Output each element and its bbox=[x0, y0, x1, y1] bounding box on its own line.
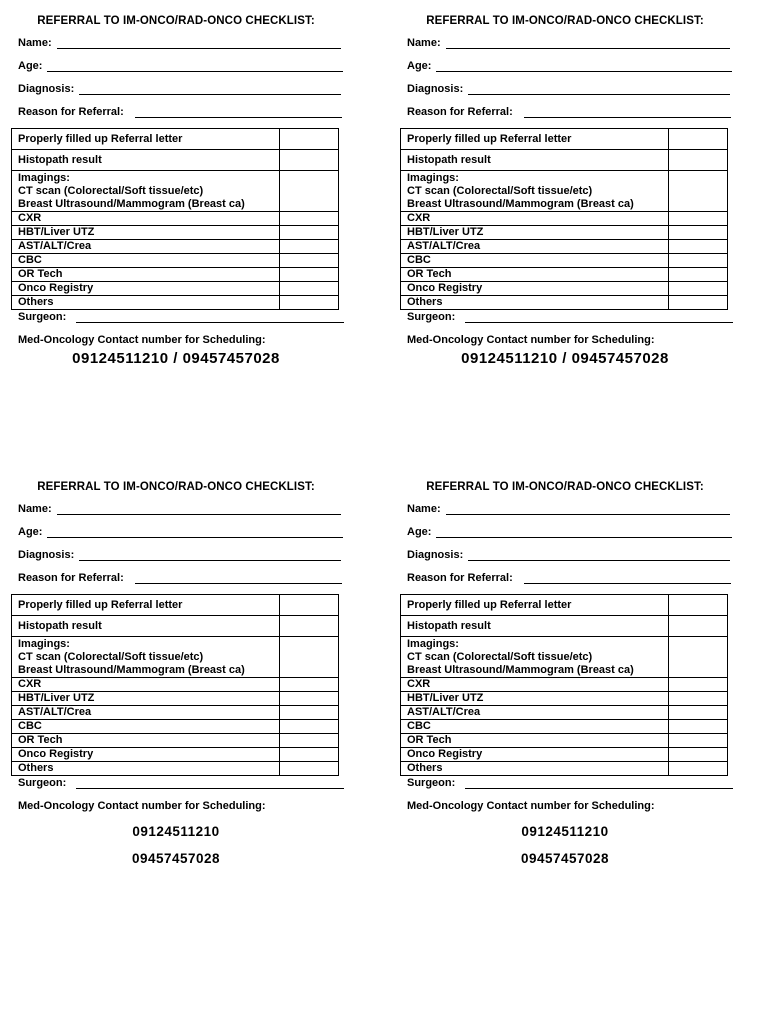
checkbox-cell[interactable] bbox=[280, 678, 339, 692]
form-title: REFERRAL TO IM-ONCO/RAD-ONCO CHECKLIST: bbox=[37, 15, 315, 27]
checklist-table bbox=[400, 128, 728, 310]
checklist-label: Onco Registry bbox=[401, 282, 669, 296]
name-line bbox=[57, 48, 341, 49]
checkbox-cell[interactable] bbox=[280, 692, 339, 706]
checklist-label: AST/ALT/Crea bbox=[401, 240, 669, 254]
checklist-label: Others bbox=[401, 762, 669, 776]
checkbox-cell[interactable] bbox=[280, 226, 339, 240]
table-row bbox=[12, 720, 339, 734]
table-row bbox=[401, 129, 728, 150]
table-row bbox=[12, 706, 339, 720]
name-field[interactable] bbox=[400, 498, 740, 521]
checkbox-cell[interactable] bbox=[280, 212, 339, 226]
checklist-label: Histopath result bbox=[12, 616, 280, 637]
table-row bbox=[12, 296, 339, 310]
checkbox-cell[interactable] bbox=[669, 678, 728, 692]
table-row bbox=[401, 282, 728, 296]
age-line bbox=[47, 71, 343, 72]
diagnosis-field[interactable] bbox=[400, 78, 740, 101]
checkbox-cell[interactable] bbox=[669, 692, 728, 706]
checkbox-cell[interactable] bbox=[280, 720, 339, 734]
checklist-label: OR Tech bbox=[401, 734, 669, 748]
checklist-label: Imagings: CT scan (Colorectal/Soft tissue/etc) Breast Ultrasound/Mammogram (Breast ca) bbox=[401, 171, 669, 212]
diagnosis-line bbox=[79, 560, 341, 561]
checklist-table bbox=[11, 594, 339, 776]
contact-phones: 09124511210 / 09457457028 bbox=[461, 350, 669, 367]
checkbox-cell[interactable] bbox=[280, 171, 339, 212]
checkbox-cell[interactable] bbox=[669, 240, 728, 254]
checkbox-cell[interactable] bbox=[280, 254, 339, 268]
diagnosis-label: Diagnosis: bbox=[18, 549, 75, 561]
contact-label: Med-Oncology Contact number for Scheduling: bbox=[407, 800, 655, 812]
surgeon-line bbox=[76, 322, 344, 323]
checklist-label: Imagings: CT scan (Colorectal/Soft tissue/etc) Breast Ultrasound/Mammogram (Breast ca) bbox=[12, 637, 280, 678]
reason-label: Reason for Referral: bbox=[407, 106, 513, 118]
checklist-label: HBT/Liver UTZ bbox=[401, 226, 669, 240]
diagnosis-field[interactable] bbox=[11, 78, 351, 101]
contact-label: Med-Oncology Contact number for Scheduling: bbox=[18, 334, 266, 346]
checklist-label: CXR bbox=[401, 678, 669, 692]
checkbox-cell[interactable] bbox=[669, 171, 728, 212]
table-row bbox=[401, 637, 728, 678]
checklist-label: Others bbox=[401, 296, 669, 310]
reason-line bbox=[524, 117, 731, 118]
checklist-label: CXR bbox=[12, 678, 280, 692]
reason-line bbox=[524, 583, 731, 584]
name-label: Name: bbox=[18, 37, 52, 49]
checkbox-cell[interactable] bbox=[669, 226, 728, 240]
name-label: Name: bbox=[407, 503, 441, 515]
checklist-label: Properly filled up Referral letter bbox=[12, 595, 280, 616]
table-row bbox=[401, 748, 728, 762]
checklist-label: OR Tech bbox=[12, 268, 280, 282]
surgeon-line bbox=[465, 322, 733, 323]
table-row bbox=[401, 692, 728, 706]
age-field[interactable] bbox=[400, 55, 740, 78]
table-row bbox=[12, 762, 339, 776]
surgeon-label: Surgeon: bbox=[407, 777, 456, 789]
checkbox-cell[interactable] bbox=[280, 282, 339, 296]
table-row bbox=[12, 678, 339, 692]
referral-card-bottom-left bbox=[11, 476, 351, 872]
surgeon-field[interactable] bbox=[11, 776, 351, 791]
surgeon-label: Surgeon: bbox=[18, 777, 67, 789]
table-row bbox=[401, 226, 728, 240]
form-title: REFERRAL TO IM-ONCO/RAD-ONCO CHECKLIST: bbox=[426, 481, 704, 493]
checklist-label: Imagings: CT scan (Colorectal/Soft tissue/etc) Breast Ultrasound/Mammogram (Breast ca) bbox=[12, 171, 280, 212]
checklist-label: AST/ALT/Crea bbox=[12, 240, 280, 254]
reason-field[interactable] bbox=[11, 567, 351, 590]
age-field[interactable] bbox=[11, 521, 351, 544]
age-line bbox=[47, 537, 343, 538]
checkbox-cell[interactable] bbox=[280, 268, 339, 282]
table-row bbox=[401, 212, 728, 226]
checklist-label: CBC bbox=[12, 720, 280, 734]
checkbox-cell[interactable] bbox=[280, 240, 339, 254]
surgeon-line bbox=[76, 788, 344, 789]
checklist-label: Histopath result bbox=[401, 616, 669, 637]
phone-number: 09457457028 bbox=[131, 851, 221, 866]
checklist-label: AST/ALT/Crea bbox=[401, 706, 669, 720]
checklist-label: Histopath result bbox=[401, 150, 669, 171]
reason-field[interactable] bbox=[400, 101, 740, 124]
table-row bbox=[12, 637, 339, 678]
table-row bbox=[12, 226, 339, 240]
checklist-table bbox=[11, 128, 339, 310]
table-row bbox=[401, 595, 728, 616]
checklist-label: Onco Registry bbox=[12, 282, 280, 296]
diagnosis-line bbox=[468, 560, 730, 561]
checkbox-cell[interactable] bbox=[669, 282, 728, 296]
checklist-label: Others bbox=[12, 762, 280, 776]
diagnosis-field[interactable] bbox=[400, 544, 740, 567]
checklist-label: OR Tech bbox=[401, 268, 669, 282]
surgeon-field[interactable] bbox=[400, 776, 740, 791]
table-row bbox=[12, 150, 339, 171]
table-row bbox=[401, 678, 728, 692]
checkbox-cell[interactable] bbox=[669, 762, 728, 776]
table-row bbox=[12, 692, 339, 706]
diagnosis-label: Diagnosis: bbox=[407, 549, 464, 561]
table-row bbox=[401, 762, 728, 776]
contact-phones: 09124511210 / 09457457028 bbox=[72, 350, 280, 367]
checklist-label: CBC bbox=[401, 720, 669, 734]
table-row bbox=[401, 268, 728, 282]
checklist-label: HBT/Liver UTZ bbox=[12, 692, 280, 706]
checkbox-cell[interactable] bbox=[280, 296, 339, 310]
reason-line bbox=[135, 117, 342, 118]
checkbox-cell[interactable] bbox=[280, 637, 339, 678]
reason-line bbox=[135, 583, 342, 584]
checkbox-cell[interactable] bbox=[669, 150, 728, 171]
checkbox-cell[interactable] bbox=[669, 616, 728, 637]
reason-label: Reason for Referral: bbox=[18, 106, 124, 118]
contact-phones bbox=[390, 818, 740, 872]
checkbox-cell[interactable] bbox=[669, 748, 728, 762]
reason-label: Reason for Referral: bbox=[407, 572, 513, 584]
checklist-label: CXR bbox=[401, 212, 669, 226]
table-row bbox=[12, 129, 339, 150]
name-label: Name: bbox=[407, 37, 441, 49]
checklist-label: AST/ALT/Crea bbox=[12, 706, 280, 720]
form-title: REFERRAL TO IM-ONCO/RAD-ONCO CHECKLIST: bbox=[37, 481, 315, 493]
referral-card-top-left bbox=[11, 10, 351, 370]
checkbox-cell[interactable] bbox=[280, 129, 339, 150]
diagnosis-label: Diagnosis: bbox=[407, 83, 464, 95]
checklist-label: Properly filled up Referral letter bbox=[12, 129, 280, 150]
checklist-label: OR Tech bbox=[12, 734, 280, 748]
checkbox-cell[interactable] bbox=[669, 212, 728, 226]
surgeon-line bbox=[465, 788, 733, 789]
checkbox-cell[interactable] bbox=[669, 595, 728, 616]
checklist-label: Histopath result bbox=[12, 150, 280, 171]
name-field[interactable] bbox=[400, 32, 740, 55]
checklist-label: Onco Registry bbox=[12, 748, 280, 762]
referral-card-top-right bbox=[400, 10, 740, 370]
checklist-label: CBC bbox=[401, 254, 669, 268]
table-row bbox=[401, 240, 728, 254]
checklist-label: HBT/Liver UTZ bbox=[12, 226, 280, 240]
checkbox-cell[interactable] bbox=[280, 762, 339, 776]
age-line bbox=[436, 71, 732, 72]
checklist-label: Onco Registry bbox=[401, 748, 669, 762]
surgeon-field[interactable] bbox=[400, 310, 740, 325]
diagnosis-line bbox=[79, 94, 341, 95]
checklist-table bbox=[400, 594, 728, 776]
table-row bbox=[12, 595, 339, 616]
checkbox-cell[interactable] bbox=[280, 748, 339, 762]
checkbox-cell[interactable] bbox=[669, 296, 728, 310]
checkbox-cell[interactable] bbox=[669, 706, 728, 720]
table-row bbox=[12, 748, 339, 762]
surgeon-label: Surgeon: bbox=[407, 311, 456, 323]
checklist-label: Imagings: CT scan (Colorectal/Soft tissue/etc) Breast Ultrasound/Mammogram (Breast ca) bbox=[401, 637, 669, 678]
diagnosis-line bbox=[468, 94, 730, 95]
phone-number: 09124511210 bbox=[132, 824, 220, 839]
table-row bbox=[401, 734, 728, 748]
contact-label: Med-Oncology Contact number for Scheduling: bbox=[407, 334, 655, 346]
table-row bbox=[12, 616, 339, 637]
checkbox-cell[interactable] bbox=[669, 637, 728, 678]
referral-card-bottom-right bbox=[400, 476, 740, 872]
form-title: REFERRAL TO IM-ONCO/RAD-ONCO CHECKLIST: bbox=[426, 15, 704, 27]
reason-label: Reason for Referral: bbox=[18, 572, 124, 584]
table-row bbox=[12, 254, 339, 268]
age-line bbox=[436, 537, 732, 538]
table-row bbox=[401, 706, 728, 720]
table-row bbox=[12, 268, 339, 282]
table-row bbox=[401, 296, 728, 310]
phone-number: 09457457028 bbox=[520, 851, 610, 866]
table-row bbox=[12, 171, 339, 212]
age-label: Age: bbox=[18, 526, 43, 538]
phone-number: 09124511210 bbox=[521, 824, 609, 839]
age-field[interactable] bbox=[400, 521, 740, 544]
table-row bbox=[12, 282, 339, 296]
checklist-label: HBT/Liver UTZ bbox=[401, 692, 669, 706]
surgeon-field[interactable] bbox=[11, 310, 351, 325]
age-field[interactable] bbox=[11, 55, 351, 78]
table-row bbox=[12, 240, 339, 254]
age-label: Age: bbox=[407, 60, 432, 72]
name-line bbox=[57, 514, 341, 515]
name-line bbox=[446, 48, 730, 49]
name-field[interactable] bbox=[11, 32, 351, 55]
checklist-label: Properly filled up Referral letter bbox=[401, 129, 669, 150]
checkbox-cell[interactable] bbox=[669, 734, 728, 748]
table-row bbox=[401, 616, 728, 637]
checkbox-cell[interactable] bbox=[669, 254, 728, 268]
checklist-label: Others bbox=[12, 296, 280, 310]
checkbox-cell[interactable] bbox=[669, 129, 728, 150]
checkbox-cell[interactable] bbox=[280, 734, 339, 748]
name-field[interactable] bbox=[11, 498, 351, 521]
table-row bbox=[12, 734, 339, 748]
table-row bbox=[401, 254, 728, 268]
table-row bbox=[401, 720, 728, 734]
checklist-label: Properly filled up Referral letter bbox=[401, 595, 669, 616]
checkbox-cell[interactable] bbox=[280, 150, 339, 171]
diagnosis-label: Diagnosis: bbox=[18, 83, 75, 95]
table-row bbox=[12, 212, 339, 226]
age-label: Age: bbox=[18, 60, 43, 72]
checkbox-cell[interactable] bbox=[669, 720, 728, 734]
checkbox-cell[interactable] bbox=[280, 616, 339, 637]
checklist-label: CBC bbox=[12, 254, 280, 268]
contact-label: Med-Oncology Contact number for Scheduling: bbox=[18, 800, 266, 812]
reason-field[interactable] bbox=[11, 101, 351, 124]
checklist-label: CXR bbox=[12, 212, 280, 226]
name-line bbox=[446, 514, 730, 515]
table-row bbox=[401, 171, 728, 212]
checkbox-cell[interactable] bbox=[280, 595, 339, 616]
surgeon-label: Surgeon: bbox=[18, 311, 67, 323]
reason-field[interactable] bbox=[400, 567, 740, 590]
name-label: Name: bbox=[18, 503, 52, 515]
checkbox-cell[interactable] bbox=[669, 268, 728, 282]
table-row bbox=[401, 150, 728, 171]
diagnosis-field[interactable] bbox=[11, 544, 351, 567]
contact-phones bbox=[1, 818, 351, 872]
checkbox-cell[interactable] bbox=[280, 706, 339, 720]
age-label: Age: bbox=[407, 526, 432, 538]
